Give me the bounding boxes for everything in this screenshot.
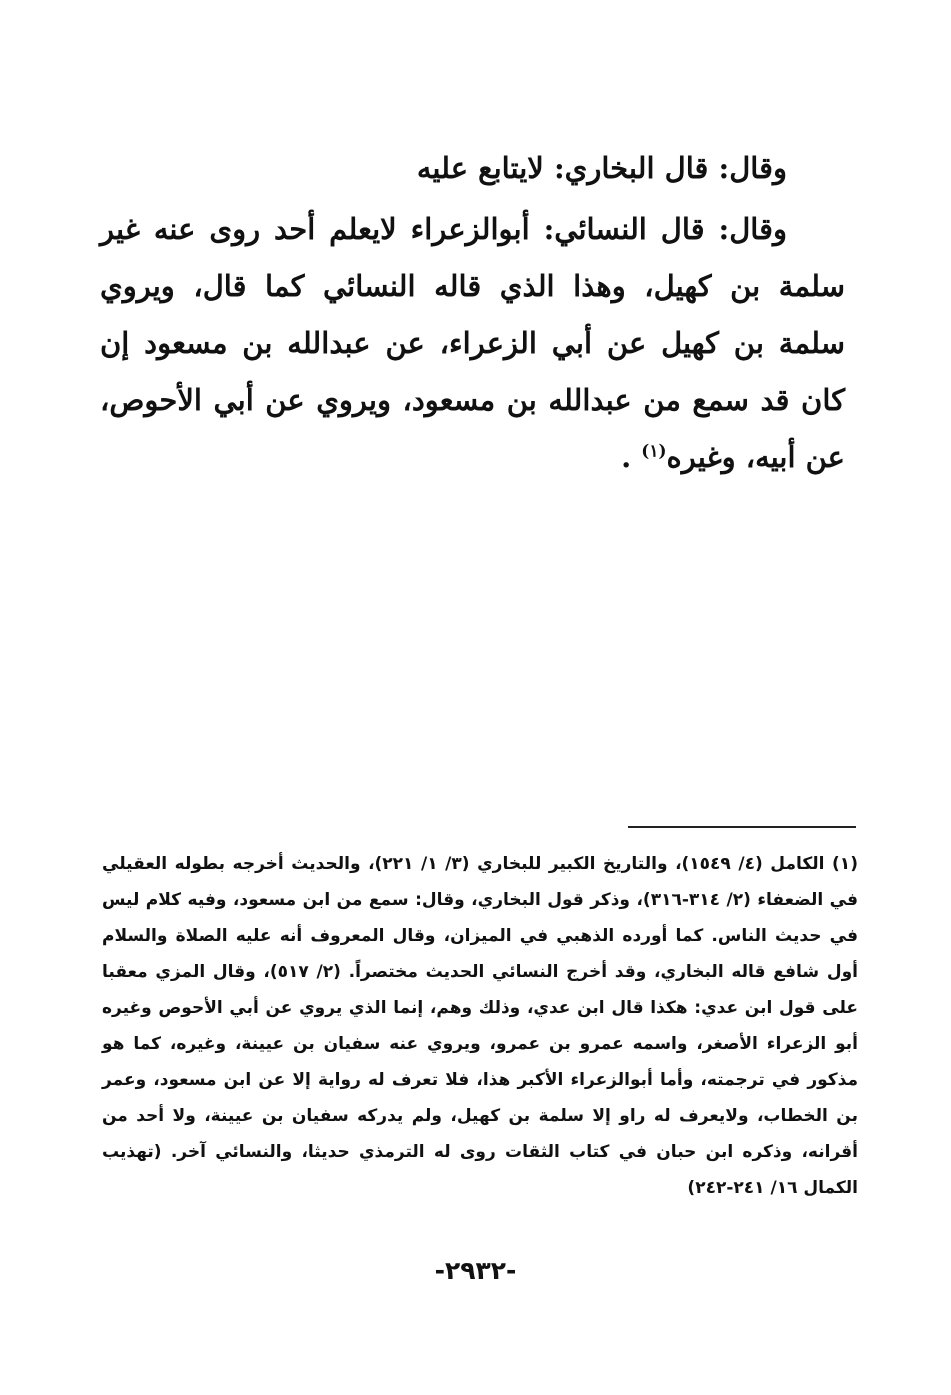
paragraph-nasai-quote <box>100 201 845 486</box>
page-number: -٢٩٣٢- <box>434 1256 517 1285</box>
footnote-block <box>102 846 858 1206</box>
paragraph-end-mark: . <box>621 440 632 474</box>
paragraph-nasai-text: وقال: قال النسائي: أبوالزعراء لايعلم أحد روى عنه غير سلمة بن كهيل، وهذا الذي قاله النسائي كما قال، ويروي سلمة بن كهيل عن أبي الزعراء، عن عبدالله بن مسعود إن كان قد سمع من عبدالله بن مسعود، ويروي عن أبي الأحوص، عن أبيه، وغيره <box>100 212 845 474</box>
paragraph-bukhari-quote: وقال: قال البخاري: لايتابع عليه <box>416 151 787 185</box>
footnote-separator-line <box>628 826 856 828</box>
footnote-text: (١) الكامل (٤/ ١٥٤٩)، والتاريخ الكبير للبخاري (٣/ ١/ ٢٢١)، والحديث أخرجه بطوله العقيلي في الضعفاء (٢/ ٣١٤-٣١٦)، وذكر قول البخاري، وقال: سمع من ابن مسعود، وفيه كلام ليس في حديث الناس. كما أورده الذهبي في الميزان، وقال المعروف أنه عليه الصلاة والسلام أول شافع قاله البخاري، وقد أخرج النسائي الحديث مختصراً. (٢/ ٥١٧)، وقال المزي معقبا على قول ابن عدي: هكذا قال ابن عدي، وذلك وهم، إنما الذي يروي عن أبي الأحوص وغيره أبو الزعراء الأصغر، واسمه عمرو بن عمرو، ويروي عنه سفيان بن عيينة، وغيره، كما هو مذكور في ترجمته، وأما أبوالزعراء الأكبر هذا، فلا تعرف له رواية إلا عن ابن مسعود، وعمر بن الخطاب، ولايعرف له راو إلا سلمة بن كهيل، ولم يدركه سفيان بن عيينة، ولا أحد من أقرانه، وذكره ابن حبان في كتاب الثقات روى له الترمذي حديثا، والنسائي آخر. (تهذيب الكمال ١٦/ ٢٤١-٢٤٢) <box>102 854 858 1198</box>
main-text-block <box>100 140 845 486</box>
footnote-reference-marker[interactable]: (١) <box>641 441 667 462</box>
